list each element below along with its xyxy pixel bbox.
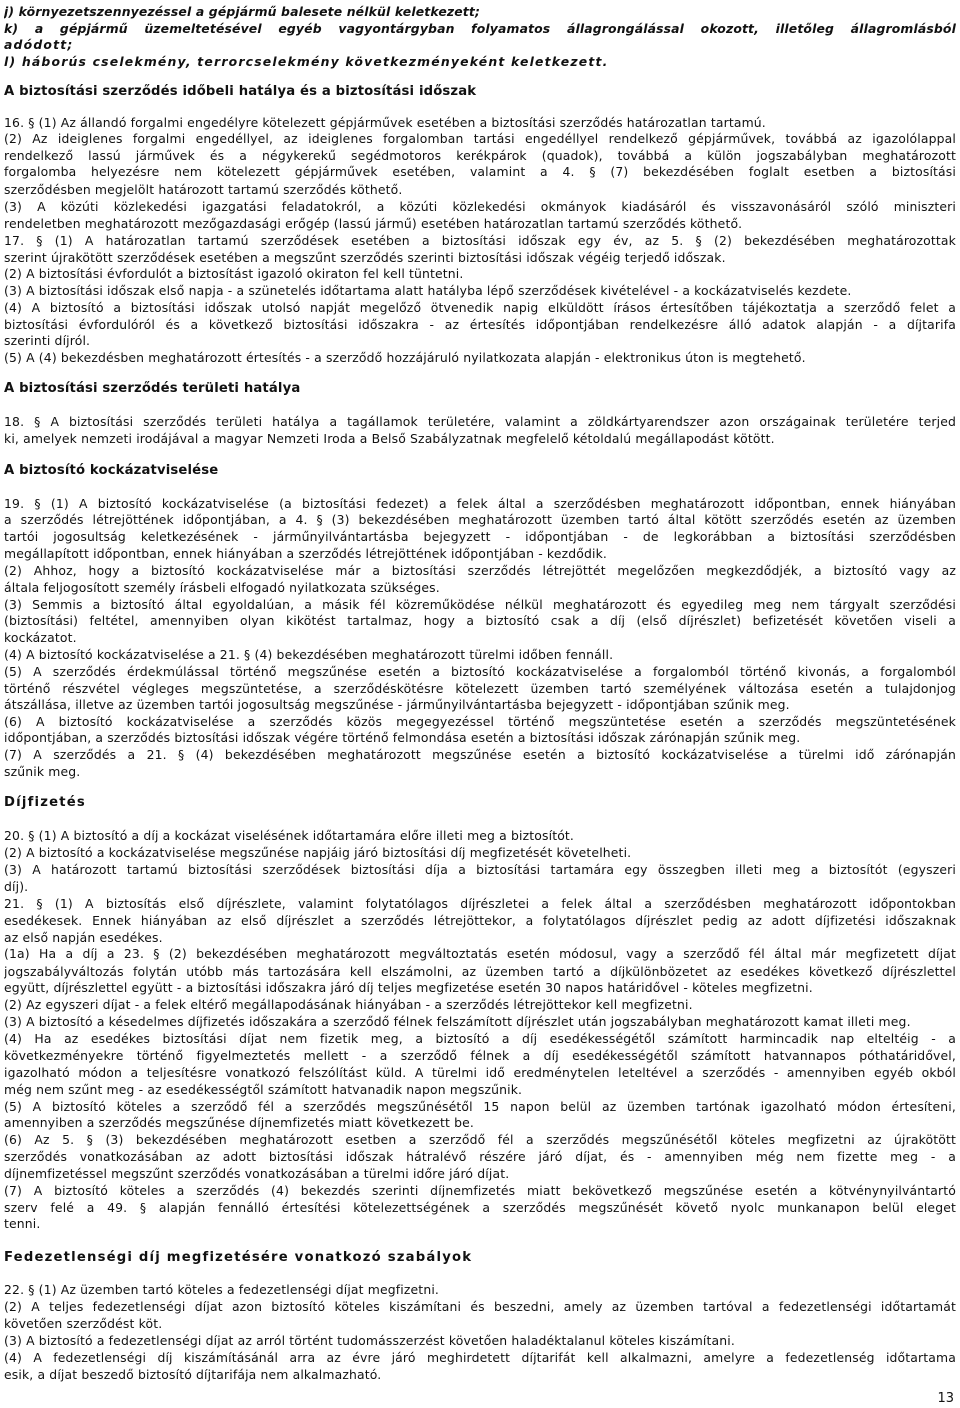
text-line: amennyiben a szerződés megszűnése díjnemfizetés miatt következett be. [4, 1115, 474, 1130]
text-line: (3) A közúti közlekedési igazgatási feladatokról, a közúti közlekedési okmányok kiadásáról és visszavonásáról szóló miniszteri [4, 199, 956, 214]
text-line: forgalomba helyezésre nem kötelezett gépjárművek esetében, valamint a 4. § (7) bekezdésében foglalt esetben a biztosítási [4, 164, 956, 179]
text-line: 18. § A biztosítási szerződés területi hatálya a tagállamok területére, valamint a zöldkártyarendszer azon országainak területére terjed [4, 414, 956, 429]
text-line: szerinti díjról. [4, 333, 91, 348]
text-line: kockázatot. [4, 630, 77, 645]
text-line: (4) Ha az esedékes biztosítási díjat nem fizetik meg, a biztosító a díj esedékességétől számított harmincadik nap elteltéig - a [4, 1031, 956, 1046]
text-line: (3) A biztosítási időszak első napja - a szünetelés időtartama alatt hatályba lépő szerződések kivételével - a kockázatviselés kezdete. [4, 283, 852, 298]
text-line: (3) A határozott tartamú biztosítási szerződések biztosítási díja a biztosítási tartamára egy összegben illeti meg a biztosítót (egyszeri [4, 862, 956, 877]
text-line: jogszabályváltozás folytán utóbb más tartozására kell elszámolni, az üzemben tartó a díjkülönbözetet az esedékes következő díjrészlettel [4, 964, 956, 979]
text-line: (7) A szerződés a 21. § (4) bekezdésében meghatározott megszűnése esetén a biztosító kockázatviselése a türelmi idő zárónapján [4, 747, 956, 762]
text-line: igazolható módon a teljesítésre vonatkozó felszólítást küld. A türelmi idő eredménytelen leteltével a szerződés - amennyiben egyéb okból [4, 1065, 956, 1080]
text-line: szűnik meg. [4, 764, 81, 779]
text-line: j) környezetszennyezéssel a gépjármű balesete nélkül keletkezett; [4, 4, 481, 19]
section-heading: A biztosító kockázatviselése [4, 463, 219, 478]
text-line: esedékesek. Ennek hiányában az első díjrészlet a szerződés létrejöttekor, a folytatólagos díjrészlet pedig az adott díjfizetési időszaknak [4, 913, 956, 928]
text-line: (3) A biztosító a késedelmes díjfizetés időszakára a szerződő félnek felszámított díjrészlet után jogszabályban meghatározott kamat illeti meg. [4, 1014, 911, 1029]
text-line: (biztosítási) feltétel, amennyiben olyan kikötést tartalmaz, hogy a biztosító csak a díj (első díjrészlet) befizetését követően viseli a [4, 613, 956, 628]
section-heading: Fedezetlenségi díj megfizetésére vonatkozó szabályok [4, 1250, 473, 1265]
text-line: megállapított időpontban, ennek hiányában a szerződés létrejöttének időpontjában - kezdődik. [4, 546, 608, 561]
page-number: 13 [937, 1391, 954, 1406]
text-line: általa feljogosított személy írásbeli elfogadó nyilatkozata szükséges. [4, 580, 440, 595]
text-line: rendelkező lassú járművek és a négykerekű segédmotoros kerékpárok (quadok), továbbá a külön jogszabályban meghatározott [4, 148, 956, 163]
text-line: együtt, díjrészlettel együtt - a biztosítási időszakra járó díj teljes megfizetése esetén 30 napos határidővel - köteles megfizetni. [4, 980, 813, 995]
text-line: l) háborús cselekmény, terrorcselekmény következményeként keletkezett. [4, 54, 609, 69]
text-line: ki, amelyek nemzeti irodájával a magyar Nemzeti Iroda a Belső Szabályzatnak megfelelő kétoldalú megállapodást kötött. [4, 431, 775, 446]
text-line: (2) A biztosító a kockázatviselése megszűnése napjáig járó biztosítási díj megfizetését követelheti. [4, 845, 632, 860]
text-line: (4) A biztosító kockázatviselése a 21. § (4) bekezdésében meghatározott türelmi időben fennáll. [4, 647, 614, 662]
text-line: 21. § (1) A biztosítás első díjrészlete, valamint folytatólagos díjrészletei a felek által a szerződésben meghatározott időpontokban [4, 896, 956, 911]
text-line: 20. § (1) A biztosító a díj a kockázat viselésének időtartamára előre illeti meg a biztosítót. [4, 828, 575, 843]
text-line: követően szerződést köt. [4, 1316, 163, 1331]
section-heading: Díjfizetés [4, 795, 86, 810]
text-line: (7) A biztosító köteles a szerződés (4) bekezdés szerinti díjnemfizetés miatt bekövetkező megszűnése esetén a kötvénynyilvántartó [4, 1183, 956, 1198]
text-line: (4) A fedezetlenségi díj kiszámításánál arra az évre járó meghirdetett díjtarifát kell alkalmazni, amelyre a fedezetlenség időtartama [4, 1350, 956, 1365]
text-line: (2) A teljes fedezetlenségi díjat azon biztosító köteles kiszámítani és beszedni, amely az üzemben tartóval a fedezetlenségi időtartamát [4, 1299, 956, 1314]
text-line: (2) A biztosítási évfordulót a biztosítást igazoló okiraton fel kell tüntetni. [4, 266, 464, 281]
text-line: (5) A (4) bekezdésben meghatározott értesítés - a szerződő hozzájáruló nyilatkozata alapján - elektronikus úton is megtehető. [4, 350, 806, 365]
text-line: rendeletben meghatározott mezőgazdasági erőgép (lassú jármű) esetében határozatlan tartamú szerződés köthető. [4, 216, 743, 231]
text-line: következményekre történő figyelmeztetés mellett - a szerződő félnek a díj esedékességétől számított hatvannapos póthatáridővel, [4, 1048, 956, 1063]
text-line: 19. § (1) A biztosító kockázatviselése (a biztosítási fedezet) a felek által a szerződésben meghatározott időpontban, ennek hiányában [4, 496, 956, 511]
text-line: tartói jogosultság keletkezésének - járműnyilvántartásba bejegyzett - időpontjában - de legkorábban a biztosítási szerződésben [4, 529, 956, 544]
text-line: történő részvétel végleges megszüntetése, a szerződéskötésre kötelezett üzemben tartó személyének változása esetén a tulajdonjog [4, 681, 956, 696]
text-line: szerv felé a 49. § alapján fennálló értesítési kötelezettségének a szerződés megszűnését követő nyolc munkanapon belül eleget [4, 1200, 956, 1215]
text-line: (6) A biztosító kockázatviselése a szerződés közös megegyezéssel történő megszüntetése esetén a szerződés megszüntetésének [4, 714, 956, 729]
text-line: (3) A biztosító a fedezetlenségi díjat az arról történt tudomásszerzést követően haladéktalanul köteles kiszámítani. [4, 1333, 735, 1348]
text-line: tenni. [4, 1216, 41, 1231]
text-line: 17. § (1) A határozatlan tartamú szerződések esetében a biztosítási időszak egy év, az 5. § (2) bekezdésében meghatározottak [4, 233, 956, 248]
text-line: (6) Az 5. § (3) bekezdésében meghatározott esetben a szerződő fél a szerződés megszűnésétől köteles megfizetni az újrakötött [4, 1132, 956, 1147]
text-line: k) a gépjármű üzemeltetésével egyéb vagyontárgyban folyamatos állagrongálással okozott, illetőleg állagromlásból [4, 21, 956, 36]
text-line: még nem szűnt meg - az esedékességtől számított hatvanadik napon megszűnik. [4, 1082, 523, 1097]
text-line: (5) A biztosító köteles a szerződő fél a szerződés megszűnésétől 15 napon belül az üzemben tartónak igazolható módon értesíteni, [4, 1099, 956, 1114]
section-heading: A biztosítási szerződés területi hatálya [4, 381, 301, 396]
text-line: (2) Ahhoz, hogy a biztosító kockázatviselése már a biztosítási szerződés létrejöttét megelőzően megkezdődjék, a biztosító vagy az [4, 563, 956, 578]
section-heading: A biztosítási szerződés időbeli hatálya és a biztosítási időszak [4, 84, 477, 99]
text-line: biztosítási évfordulóról és a következő biztosítási időszakra - az értesítés időpontjában rendelkezésre álló adatok alapján - a díjtarifa [4, 317, 956, 332]
text-line: (3) Semmis a biztosító által egyoldalúan, a másik fél közreműködése nélkül meghatározott és egyedileg meg nem tárgyalt szerződési [4, 597, 956, 612]
text-line: (1a) Ha a díj a 23. § (2) bekezdésében meghatározott megváltoztatás esetén módosul, vagy a szerződő fél által már megfizetett díjat [4, 946, 956, 961]
text-line: (4) A biztosító a biztosítási időszak utolsó napját megelőző ötvenedik napig elküldött írásos értesítőben tájékoztatja a szerződő felet a [4, 300, 956, 315]
text-line: a szerződés létrejöttének időpontjában, a 4. § (3) bekezdésében meghatározott üzemben tartó által kötött szerződés esetén az üzemben [4, 512, 956, 527]
text-line: esik, a díjat beszedő biztosító díjtarifája nem alkalmazható. [4, 1367, 382, 1382]
text-line: (2) Az ideiglenes forgalmi engedéllyel, az ideiglenes forgalomban tartási engedéllyel rendelkező gépjárművek, továbbá az igazolólappal [4, 131, 956, 146]
text-line: időpontjában, a szerződés biztosítási időszak végére történő felmondása esetén a biztosítási időszak zárónapján szűnik meg. [4, 730, 801, 745]
text-line: díj). [4, 879, 29, 894]
text-line: átszállása, illetve az üzemben tartói jogosultság megszűnése - járműnyilvántartásba bejegyzett - időpontjában szűnik meg. [4, 697, 790, 712]
text-line: adódott; [4, 37, 74, 52]
text-line: (5) A szerződés érdekmúlással történő megszűnése esetén a biztosító kockázatviselése a forgalomból történő kivonás, a forgalomból [4, 664, 956, 679]
text-line: 22. § (1) Az üzemben tartó köteles a fedezetlenségi díjat megfizetni. [4, 1282, 440, 1297]
text-line: szerződés vonatkozásában az adott biztosítási időszak hátralévő részére járó díjat, és - amennyiben még nem fizette meg - a [4, 1149, 956, 1164]
text-line: az első napján esedékes. [4, 930, 163, 945]
text-line: díjnemfizetéssel megszűnt szerződés vonatkozásában a türelmi időre járó díjat. [4, 1166, 510, 1181]
text-line: szerint újrakötött szerződések esetében a megszűnt szerződés szerinti biztosítási időszak végéig terjedő időszak. [4, 250, 726, 265]
text-line: (2) Az egyszeri díjat - a felek eltérő megállapodásának hiányában - a szerződés létrejöttekor kell megfizetni. [4, 997, 693, 1012]
text-line: 16. § (1) Az állandó forgalmi engedélyre kötelezett gépjárművek esetében a biztosítási szerződés határozatlan tartamú. [4, 115, 766, 130]
text-line: szerződésben megjelölt határozott tartamú szerződés köthető. [4, 182, 403, 197]
